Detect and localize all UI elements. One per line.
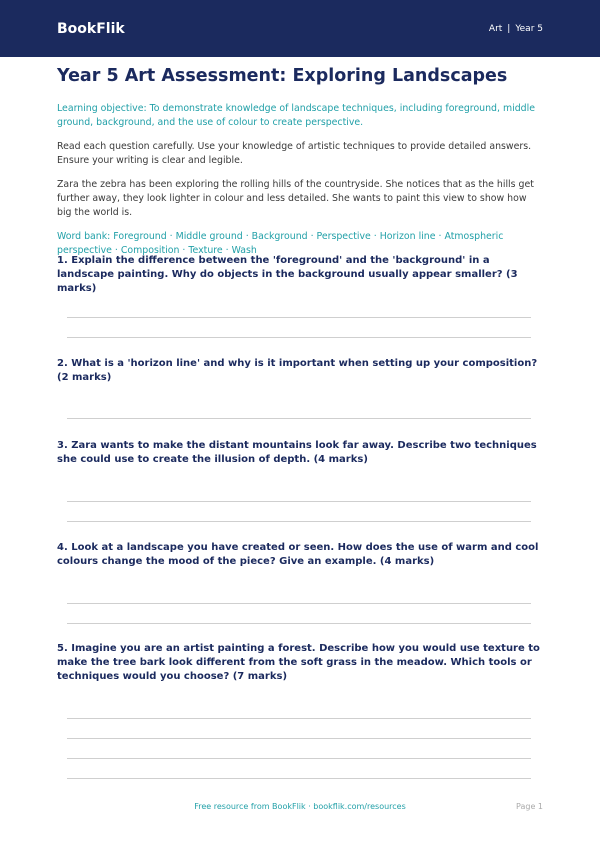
answer-line[interactable] bbox=[67, 718, 531, 719]
meta-separator: | bbox=[507, 23, 511, 34]
question-2: 2. What is a 'horizon line' and why is it important when setting up your composition? (2 marks) bbox=[57, 358, 538, 383]
worksheet-intro bbox=[57, 65, 543, 258]
question-4: 4. Look at a landscape you have created or seen. How does the use of warm and cool colours change the mood of the piece? Give an example. (4 marks) bbox=[57, 542, 539, 567]
question-3: 3. Zara wants to make the distant mountains look far away. Describe two techniques she could use to create the illusion of depth. (4 marks) bbox=[57, 440, 537, 465]
answer-line[interactable] bbox=[67, 501, 531, 502]
brand-logo: BookFlik bbox=[57, 20, 125, 37]
subject-meta bbox=[489, 24, 543, 34]
answer-line[interactable] bbox=[67, 603, 531, 604]
page-title: Year 5 Art Assessment: Exploring Landscapes bbox=[57, 66, 508, 86]
question-5: 5. Imagine you are an artist painting a forest. Describe how you would use texture to make the tree bark look different from the soft grass in the meadow. Which tools or techniques would you choose? (7 marks) bbox=[57, 643, 540, 682]
answer-line[interactable] bbox=[67, 521, 531, 522]
page-header bbox=[0, 0, 600, 57]
footer-resource-link[interactable]: Free resource from BookFlik · bookflik.com/resources bbox=[194, 802, 406, 811]
year-label: Year 5 bbox=[515, 23, 543, 34]
answer-line[interactable] bbox=[67, 337, 531, 338]
word-bank: Word bank: Foreground · Middle ground · Background · Perspective · Horizon line · Atmospheric perspective · Composition · Texture · Wash bbox=[57, 231, 504, 256]
answer-line[interactable] bbox=[67, 738, 531, 739]
instructions: Read each question carefully. Use your knowledge of artistic techniques to provide detailed answers. Ensure your writing is clear and legible. bbox=[57, 141, 532, 166]
page-number: Page 1 bbox=[516, 802, 543, 811]
subject-label: Art bbox=[488, 23, 503, 34]
question-1: 1. Explain the difference between the 'foreground' and the 'background' in a landscape painting. Why do objects in the background usually appear smaller? (3 marks) bbox=[57, 255, 518, 294]
scenario-text: Zara the zebra has been exploring the rolling hills of the countryside. She notices that as the hills get further away, they look lighter in colour and less detailed. She wants to paint this view to show how big the world is. bbox=[57, 179, 534, 218]
answer-line[interactable] bbox=[67, 418, 531, 419]
answer-line[interactable] bbox=[67, 758, 531, 759]
answer-line[interactable] bbox=[67, 778, 531, 779]
answer-line[interactable] bbox=[67, 317, 531, 318]
answer-line[interactable] bbox=[67, 623, 531, 624]
learning-objective: Learning objective: To demonstrate knowledge of landscape techniques, including foreground, middle ground, background, and the use of colour to create perspective. bbox=[57, 103, 535, 128]
